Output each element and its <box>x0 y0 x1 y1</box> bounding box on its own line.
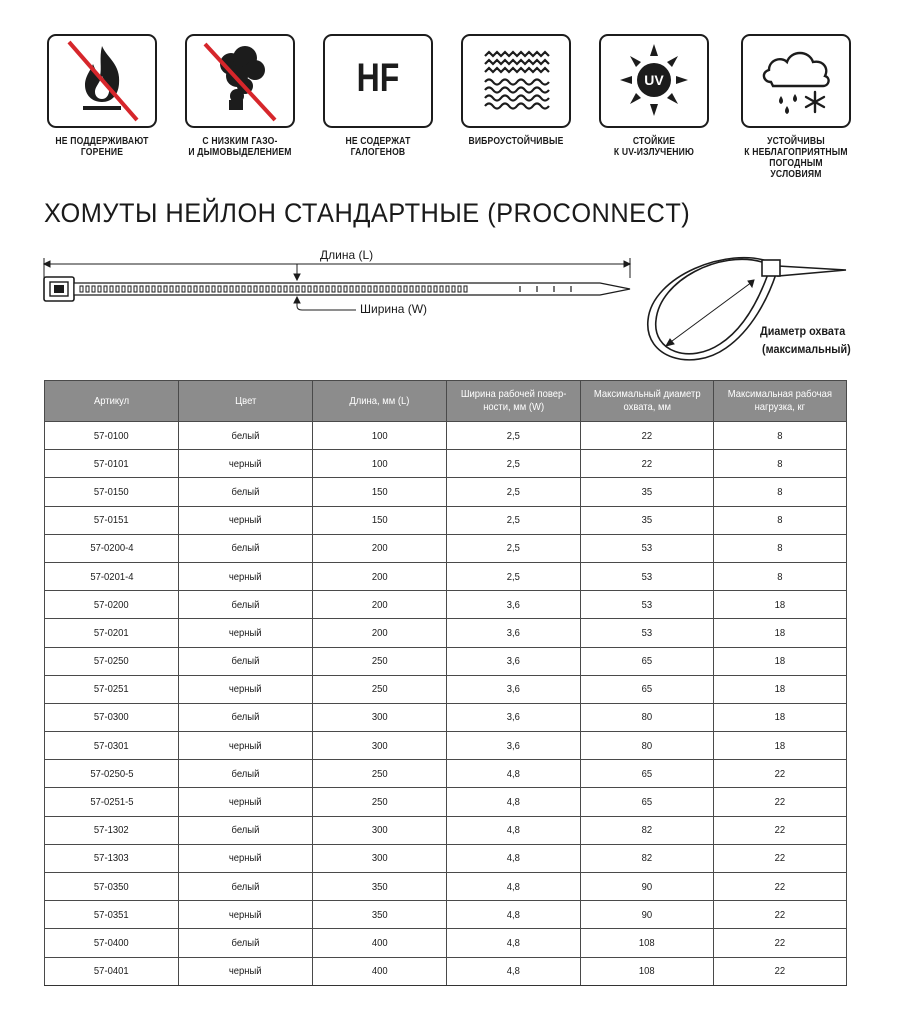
weather-cloud-icon <box>741 34 851 128</box>
cell-width: 3,6 <box>447 647 581 675</box>
cell-article: 57-0250 <box>45 647 179 675</box>
cell-max-diameter: 108 <box>581 957 714 985</box>
table-row <box>45 506 847 534</box>
cell-max-load: 18 <box>714 703 847 731</box>
table-row <box>45 788 847 816</box>
cell-length: 250 <box>313 788 447 816</box>
table-row <box>45 873 847 901</box>
header-color: Цвет <box>179 381 313 422</box>
cell-max-load: 18 <box>714 619 847 647</box>
table-header-row <box>45 381 847 422</box>
uv-text: UV <box>644 72 664 88</box>
table-row <box>45 562 847 590</box>
diameter-label-line1: Диаметр охвата <box>760 324 846 338</box>
feature-icons-row <box>40 34 862 184</box>
cell-max-diameter: 22 <box>581 422 714 450</box>
cell-width: 4,8 <box>447 929 581 957</box>
cell-max-load: 8 <box>714 450 847 478</box>
cell-article: 57-0201 <box>45 619 179 647</box>
cell-color: белый <box>179 534 313 562</box>
cell-article: 57-0150 <box>45 478 179 506</box>
cell-max-diameter: 65 <box>581 788 714 816</box>
cell-max-diameter: 53 <box>581 534 714 562</box>
cell-max-diameter: 80 <box>581 732 714 760</box>
feature-uv-resistant <box>592 34 716 158</box>
hf-text: HF <box>356 56 400 100</box>
cell-length: 300 <box>313 732 447 760</box>
cell-color: черный <box>179 957 313 985</box>
cell-color: черный <box>179 619 313 647</box>
cell-color: черный <box>179 844 313 872</box>
cell-article: 57-0201-4 <box>45 562 179 590</box>
vibration-icon <box>461 34 571 128</box>
table-row <box>45 957 847 985</box>
table-row <box>45 619 847 647</box>
cell-max-load: 8 <box>714 506 847 534</box>
cell-color: белый <box>179 703 313 731</box>
cell-length: 200 <box>313 534 447 562</box>
cell-width: 2,5 <box>447 534 581 562</box>
table-row <box>45 901 847 929</box>
cell-length: 150 <box>313 506 447 534</box>
cell-color: белый <box>179 422 313 450</box>
cell-max-load: 8 <box>714 422 847 450</box>
cell-max-diameter: 53 <box>581 591 714 619</box>
table-row <box>45 422 847 450</box>
cell-max-load: 18 <box>714 647 847 675</box>
cell-max-diameter: 65 <box>581 647 714 675</box>
cell-max-load: 8 <box>714 562 847 590</box>
cell-max-diameter: 82 <box>581 844 714 872</box>
halogen-free-icon <box>323 34 433 128</box>
cell-max-diameter: 53 <box>581 619 714 647</box>
cell-max-load: 18 <box>714 732 847 760</box>
cell-max-diameter: 80 <box>581 703 714 731</box>
cell-article: 57-0301 <box>45 732 179 760</box>
cell-max-load: 22 <box>714 929 847 957</box>
cell-article: 57-0100 <box>45 422 179 450</box>
cell-article: 57-0251 <box>45 675 179 703</box>
feature-vibration <box>454 34 578 147</box>
feature-caption: СТОЙКИЕ К UV-ИЗЛУЧЕНИЮ <box>613 136 695 158</box>
cell-width: 4,8 <box>447 957 581 985</box>
feature-caption: ВИБРОУСТОЙЧИВЫЕ <box>468 136 564 147</box>
cell-length: 250 <box>313 675 447 703</box>
header-max-load: Максимальная рабочая нагрузка, кг <box>714 381 847 422</box>
cell-color: черный <box>179 732 313 760</box>
cell-length: 250 <box>313 647 447 675</box>
no-fire-icon <box>47 34 157 128</box>
cell-width: 4,8 <box>447 873 581 901</box>
cell-article: 57-0200-4 <box>45 534 179 562</box>
cell-width: 3,6 <box>447 732 581 760</box>
cell-color: белый <box>179 873 313 901</box>
cell-length: 300 <box>313 703 447 731</box>
cell-width: 4,8 <box>447 788 581 816</box>
cell-max-load: 18 <box>714 591 847 619</box>
cell-max-load: 22 <box>714 957 847 985</box>
cell-width: 3,6 <box>447 591 581 619</box>
cell-color: черный <box>179 675 313 703</box>
cell-max-diameter: 35 <box>581 506 714 534</box>
cell-color: черный <box>179 506 313 534</box>
cell-max-diameter: 108 <box>581 929 714 957</box>
cell-length: 100 <box>313 450 447 478</box>
feature-halogen-free <box>316 34 440 158</box>
cell-length: 400 <box>313 957 447 985</box>
cell-color: черный <box>179 788 313 816</box>
header-length: Длина, мм (L) <box>313 381 447 422</box>
cell-max-diameter: 22 <box>581 450 714 478</box>
cell-width: 4,8 <box>447 816 581 844</box>
cell-color: белый <box>179 478 313 506</box>
feature-low-smoke <box>178 34 302 158</box>
cell-max-diameter: 90 <box>581 873 714 901</box>
cell-width: 4,8 <box>447 760 581 788</box>
cell-max-load: 8 <box>714 534 847 562</box>
feature-caption: С НИЗКИМ ГАЗО- И ДЫМОВЫДЕЛЕНИЕМ <box>188 136 292 158</box>
cell-article: 57-0251-5 <box>45 788 179 816</box>
table-row <box>45 816 847 844</box>
cell-color: черный <box>179 901 313 929</box>
cell-article: 57-1302 <box>45 816 179 844</box>
feature-caption: НЕ ПОДДЕРЖИВАЮТ ГОРЕНИЕ <box>55 136 149 158</box>
cell-width: 2,5 <box>447 562 581 590</box>
cell-length: 350 <box>313 901 447 929</box>
cell-max-load: 22 <box>714 816 847 844</box>
cell-width: 2,5 <box>447 478 581 506</box>
spec-table <box>44 380 847 986</box>
cell-color: белый <box>179 591 313 619</box>
cell-length: 400 <box>313 929 447 957</box>
table-row <box>45 760 847 788</box>
cell-article: 57-0101 <box>45 450 179 478</box>
cell-max-load: 18 <box>714 675 847 703</box>
cell-article: 57-0250-5 <box>45 760 179 788</box>
uv-sun-icon <box>599 34 709 128</box>
cell-length: 250 <box>313 760 447 788</box>
cell-color: белый <box>179 760 313 788</box>
cell-max-diameter: 65 <box>581 675 714 703</box>
cable-tie-diagram <box>0 240 900 370</box>
cell-length: 200 <box>313 619 447 647</box>
cell-width: 2,5 <box>447 450 581 478</box>
cell-max-diameter: 65 <box>581 760 714 788</box>
cell-length: 300 <box>313 816 447 844</box>
cell-width: 3,6 <box>447 675 581 703</box>
cell-article: 57-0350 <box>45 873 179 901</box>
cell-max-diameter: 82 <box>581 816 714 844</box>
table-row <box>45 534 847 562</box>
cell-width: 2,5 <box>447 506 581 534</box>
length-label: Длина (L) <box>320 248 374 262</box>
cell-max-diameter: 53 <box>581 562 714 590</box>
table-row <box>45 929 847 957</box>
cell-max-diameter: 90 <box>581 901 714 929</box>
cell-max-load: 22 <box>714 901 847 929</box>
cell-max-diameter: 35 <box>581 478 714 506</box>
cell-article: 57-0151 <box>45 506 179 534</box>
table-row <box>45 732 847 760</box>
cell-length: 100 <box>313 422 447 450</box>
table-row <box>45 844 847 872</box>
table-row <box>45 450 847 478</box>
cell-width: 3,6 <box>447 703 581 731</box>
cell-article: 57-0200 <box>45 591 179 619</box>
page-title: ХОМУТЫ НЕЙЛОН СТАНДАРТНЫЕ (PROCONNECT) <box>44 198 691 228</box>
cell-length: 200 <box>313 562 447 590</box>
cell-color: черный <box>179 450 313 478</box>
cell-max-load: 22 <box>714 844 847 872</box>
feature-no-fire <box>40 34 164 158</box>
cell-article: 57-0401 <box>45 957 179 985</box>
no-smoke-icon <box>185 34 295 128</box>
cell-article: 57-1303 <box>45 844 179 872</box>
table-row <box>45 647 847 675</box>
cell-length: 350 <box>313 873 447 901</box>
table-row <box>45 591 847 619</box>
cell-max-load: 8 <box>714 478 847 506</box>
cell-color: белый <box>179 816 313 844</box>
cell-width: 4,8 <box>447 901 581 929</box>
cell-width: 4,8 <box>447 844 581 872</box>
table-row <box>45 675 847 703</box>
cell-color: белый <box>179 929 313 957</box>
cell-color: черный <box>179 562 313 590</box>
feature-caption: НЕ СОДЕРЖАТ ГАЛОГЕНОВ <box>345 136 411 158</box>
feature-caption: УСТОЙЧИВЫ К НЕБЛАГОПРИЯТНЫМ ПОГОДНЫМ УСЛОВИЯМ <box>744 136 848 180</box>
cell-article: 57-0400 <box>45 929 179 957</box>
cell-max-load: 22 <box>714 760 847 788</box>
width-label: Ширина (W) <box>360 302 428 316</box>
feature-weather-resistant <box>734 34 858 180</box>
header-max-diameter: Максимальный диаметр охвата, мм <box>581 381 714 422</box>
header-width: Ширина рабочей повер- ности, мм (W) <box>447 381 581 422</box>
cell-color: белый <box>179 647 313 675</box>
cell-max-load: 22 <box>714 788 847 816</box>
cell-length: 300 <box>313 844 447 872</box>
cell-article: 57-0300 <box>45 703 179 731</box>
cell-article: 57-0351 <box>45 901 179 929</box>
table-body <box>45 422 847 986</box>
table-row <box>45 478 847 506</box>
cell-length: 150 <box>313 478 447 506</box>
header-article: Артикул <box>45 381 179 422</box>
cell-width: 3,6 <box>447 619 581 647</box>
cell-max-load: 22 <box>714 873 847 901</box>
table-row <box>45 703 847 731</box>
diameter-label-line2: (максимальный) <box>762 342 851 356</box>
cell-length: 200 <box>313 591 447 619</box>
cell-width: 2,5 <box>447 422 581 450</box>
